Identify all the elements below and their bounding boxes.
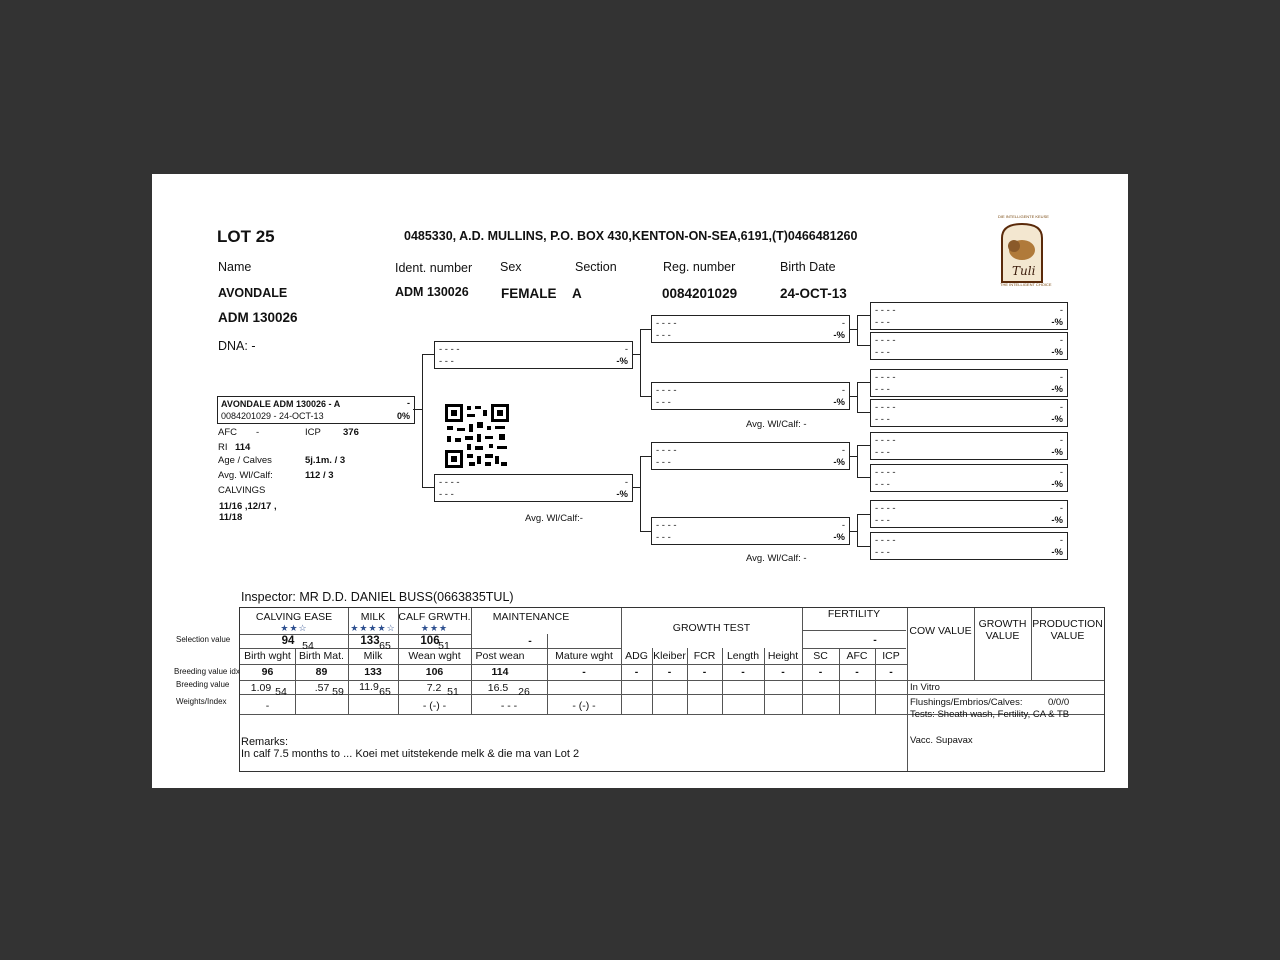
header-calf-growth: CALF GRWTH. xyxy=(398,611,471,623)
vaccination-info: Vacc. Supavax xyxy=(910,735,973,746)
flushings-value: 0/0/0 xyxy=(1048,697,1070,708)
calving-ease-stars-icon: ★★☆ xyxy=(280,623,308,633)
pedigree-great-grandparent[interactable]: - - - - - - - - -% xyxy=(870,399,1068,427)
section-label: Section xyxy=(575,260,617,274)
dna-status: DNA: - xyxy=(218,339,256,353)
reg-label: Reg. number xyxy=(663,260,736,274)
ident-label: Ident. number xyxy=(395,261,473,275)
pedigree-grandparent[interactable]: - - - - - - - - -% xyxy=(651,382,850,410)
flushings-label: Flushings/Embrios/Calves: xyxy=(910,697,1023,708)
qr-code-icon xyxy=(445,404,509,468)
sel-calving: 94 xyxy=(281,635,295,647)
owner-info: 0485330, A.D. MULLINS, P.O. BOX 430,KENTON-ON-SEA,6191,(T)0466481260 xyxy=(404,229,858,243)
name-label: Name xyxy=(218,260,252,274)
calf-growth-stars-icon: ★★★ xyxy=(420,623,449,633)
bv-post-wean: 16.5 xyxy=(487,682,509,694)
animal-reg: 0084201029 xyxy=(662,286,738,301)
bv-birth-weight: 1.09 xyxy=(250,682,272,694)
milk-stars-icon: ★★★★☆ xyxy=(350,623,396,633)
weight-birth: - xyxy=(265,700,270,712)
remarks-label: Remarks: xyxy=(241,736,289,748)
tuli-logo: DIE INTELLIGENTE KEUSE Tuli THE INTELLIGENT CHOICE xyxy=(992,214,1052,289)
avg-weight-calf: Avg. Wl/Calf: - xyxy=(746,419,807,430)
tests-info: Tests: Sheath wash, Fertility, CA & TB xyxy=(910,709,1070,720)
pedigree-grandparent[interactable]: - - - - - - - - -% xyxy=(651,315,850,343)
header-calving-ease: CALVING EASE xyxy=(255,611,333,623)
col-afc: AFC xyxy=(846,650,868,662)
col-birth-weight: Birth wght xyxy=(244,650,291,662)
row-label-bv: Breeding value xyxy=(176,680,230,689)
weight-wean: - (-) - xyxy=(422,700,447,712)
pedigree-great-grandparent[interactable]: - - - - - - - - -% xyxy=(870,464,1068,492)
avg-weight-calf: Avg. Wl/Calf: - xyxy=(746,553,807,564)
header-fertility: FERTILITY xyxy=(827,608,881,620)
sel-fertility: - xyxy=(873,634,877,646)
pedigree-great-grandparent[interactable]: - - - - - - - - -% xyxy=(870,332,1068,360)
header-milk: MILK xyxy=(360,611,386,623)
header-maintenance: MAINTENANCE xyxy=(492,611,570,623)
weight-post-wean: - - - xyxy=(500,700,518,712)
inspector: Inspector: MR D.D. DANIEL BUSS(0663835TUL) xyxy=(241,590,514,604)
pedigree-great-grandparent[interactable]: - - - - - - - - -% xyxy=(870,432,1068,460)
pedigree-grandparent[interactable]: - - - - - - - - -% xyxy=(651,517,850,545)
pedigree-great-grandparent[interactable]: - - - - - - - - -% xyxy=(870,532,1068,560)
pedigree-grandparent[interactable]: - - - - - - - - -% xyxy=(651,442,850,470)
col-milk: Milk xyxy=(363,650,383,662)
pedigree-dam[interactable]: - - - - - - - - -% xyxy=(434,474,633,502)
header-cow-value: COW VALUE xyxy=(909,625,972,637)
animal-card: AVONDALE ADM 130026 - A - 0084201029 - 24-OCT-13 0% xyxy=(217,396,415,424)
pedigree-great-grandparent[interactable]: - - - - - - - - -% xyxy=(870,500,1068,528)
animal-ident: ADM 130026 xyxy=(395,285,469,299)
bvi-post-wean: 114 xyxy=(491,666,509,678)
bvi-birth-mat: 89 xyxy=(315,666,328,678)
animal-ident-large: ADM 130026 xyxy=(218,310,298,325)
col-kleiber: Kleiber xyxy=(653,650,686,662)
sel-calf-growth: 106 xyxy=(420,635,440,647)
col-mature-weight: Mature wght xyxy=(555,650,613,662)
header-growth-value: GROWTH VALUE xyxy=(978,618,1027,642)
header-production-value: PRODUCTION VALUE xyxy=(1032,618,1103,642)
sel-milk: 133 xyxy=(360,635,380,647)
col-fcr: FCR xyxy=(693,650,716,662)
lot-number: LOT 25 xyxy=(217,227,275,246)
bvi-milk: 133 xyxy=(364,666,382,678)
col-sc: SC xyxy=(813,650,828,662)
col-adg: ADG xyxy=(625,650,648,662)
birth-label: Birth Date xyxy=(780,260,836,274)
animal-birth: 24-OCT-13 xyxy=(780,286,847,301)
breeding-table: CALVING EASE ★★☆ MILK ★★★★☆ CALF GRWTH. ★★★ MAINTENANCE GROWTH TEST FERTILITY COW VALUE GROWTH VALUE PRODUCTION VALUE 94 54 133 65 106 51 - - Birth wght Birth Mat. Milk Wean wght Post wean Mature wght ADG Kleiber FCR Length Height SC AFC ICP 96 89 133 106 114 - - - - - - - - - 1.09 54 .57 59 11.9 65 7.2 51 16.5 26 - - (-) - - - - - (-) - In Vitro Flushings/Embrios/Calves: 0/0/0 Tests: Sheath wash, Fertility, CA & TB Vacc. Supavax Remarks: In calf 7.5 months to ... Koei met uitstekende melk & die ma van Lot 2 xyxy=(239,607,1105,772)
avg-weight-calf: Avg. Wl/Calf:- xyxy=(525,513,583,524)
bv-milk: 11.9 xyxy=(359,681,379,693)
animal-sex: FEMALE xyxy=(501,286,557,301)
sex-label: Sex xyxy=(500,260,522,274)
in-vitro-label: In Vitro xyxy=(910,682,940,693)
logo-brand: Tuli xyxy=(1012,264,1036,278)
lot-sheet: LOT 25 0485330, A.D. MULLINS, P.O. BOX 430,KENTON-ON-SEA,6191,(T)0466481260 DIE INTELLIGENTE KEUSE Tuli THE INTELLIGENT CHOICE Name Ident. number Sex Section Reg. number Birth Date AVONDALE ADM 130026 FEMALE A 0084201029 24-OCT-13 ADM 130026 DNA: - AVONDALE ADM 130026 - A - 0084201029 - 24-OCT-13 0% AFC - ICP 376 RI 114 Age / Calves 5j.1m. / 3 Avg. Wl/Calf: 112 / 3 CALVINGS 11/16 ,12/17 , 11/18 - - - - - - - - -% - - - - - - - - -% - - - - - - - - -% - - - - - - - - -% - - - - - - - - -% - - - - - - - - -% - - - - - - - - -% - - - - - - - - -% - - - - - - - - -% - - - - - - - - -% - - - - - - - - -% - - - - - - - - -% - - - - - - - - -% - - - - - - - - -% Avg. Wl/Calf: - Avg. Wl/Calf:- Avg. Wl/Calf: - Inspector: MR D.D. DANIEL BUSS(0663835TUL) Selection value Breeding value idx Breeding value Weights/Index CALVING EASE ★★☆ MILK ★★★★☆ CALF GRWTH. ★★★ MAINTENANCE GROWTH TEST FERTILITY COW VALUE GROWTH VALUE PRODUCTION VALUE 94 54 133 65 106 51 - - Birth wght Birth Mat. Milk Wean wght Post wean Mature wght ADG Kleiber FCR Length Height SC AFC ICP 96 89 133 106 114 - - - - - - - - - 1.09 54 .57 59 11.9 65 7.2 51 16.5 26 - - (-) - - - - - (-) - In Vitro Flushings/Embrios/Calves: 0/0/0 Tests: Sheath wash, Fertility, CA & TB Vacc. Supavax Remarks: In calf 7.5 months to ... Koei met uitstekende melk & die ma van Lot 2 xyxy=(152,174,1128,788)
bv-birth-mat: .57 xyxy=(314,682,330,694)
sel-maintenance: - xyxy=(528,635,532,647)
pedigree-great-grandparent[interactable]: - - - - - - - - -% xyxy=(870,369,1068,397)
row-label-selection: Selection value xyxy=(176,635,231,644)
col-wean-weight: Wean wght xyxy=(408,650,461,662)
pedigree-sire[interactable]: - - - - - - - - -% xyxy=(434,341,633,369)
col-height: Height xyxy=(767,650,799,662)
animal-section: A xyxy=(572,286,582,301)
row-label-bvi: Breeding value idx xyxy=(174,667,240,676)
col-icp: ICP xyxy=(882,650,900,662)
col-length: Length xyxy=(726,650,760,662)
weight-mature: - (-) - xyxy=(572,700,596,712)
remarks-text: In calf 7.5 months to ... Koei met uitstekende melk & die ma van Lot 2 xyxy=(241,748,580,760)
col-birth-mat: Birth Mat. xyxy=(299,650,344,662)
bv-wean-weight: 7.2 xyxy=(426,682,442,694)
animal-name: AVONDALE xyxy=(218,286,288,300)
bvi-wean-weight: 106 xyxy=(425,666,444,678)
bvi-birth-weight: 96 xyxy=(261,666,274,678)
row-label-weights: Weights/Index xyxy=(176,697,227,706)
pedigree-great-grandparent[interactable]: - - - - - - - - -% xyxy=(870,302,1068,330)
header-growth-test: GROWTH TEST xyxy=(672,622,751,634)
col-post-wean: Post wean xyxy=(475,650,525,662)
